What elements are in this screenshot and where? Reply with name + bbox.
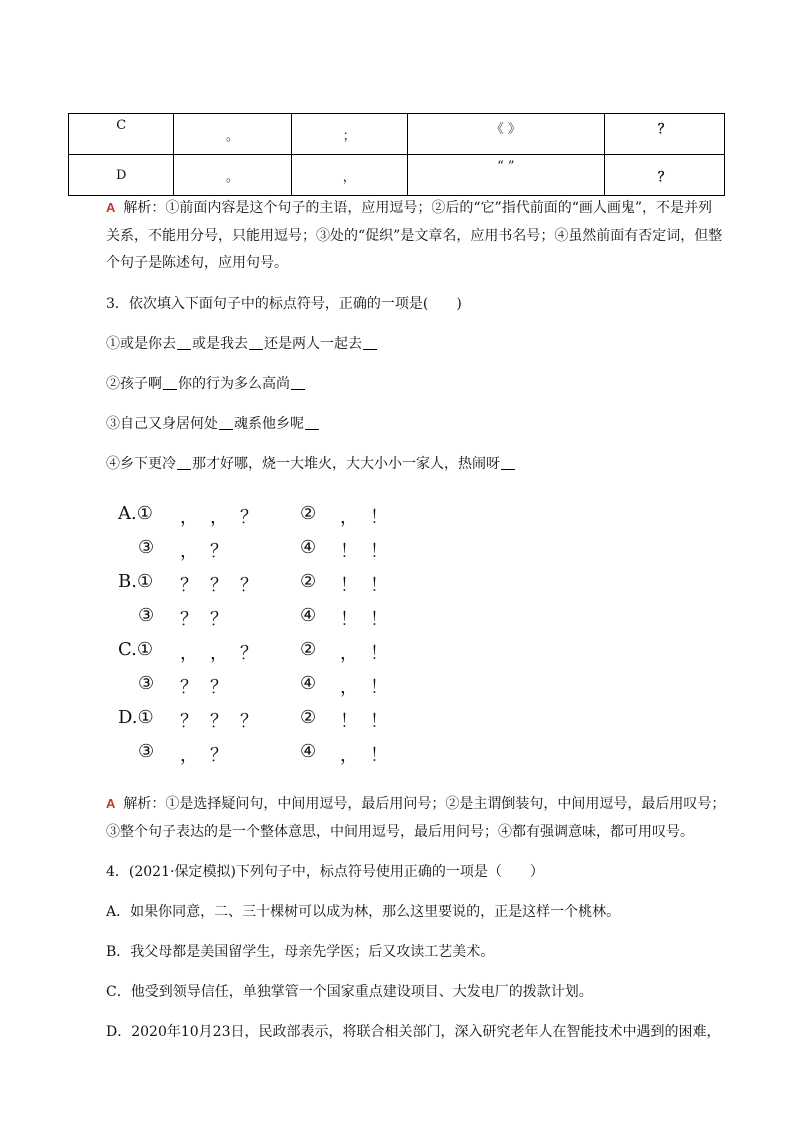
table-cell: 。 bbox=[174, 114, 291, 155]
option-label: ④ bbox=[300, 741, 317, 762]
table-cell: 。 bbox=[174, 155, 291, 196]
option-mark: ！ bbox=[370, 677, 388, 698]
table-cell: “ ” bbox=[407, 155, 604, 196]
choice-a: A．如果你同意，二、三十棵树可以成为林，那么这里要说的，正是这样一个桃林。 bbox=[106, 904, 621, 920]
option-label: C.① bbox=[118, 639, 153, 660]
analysis-paragraph bbox=[106, 790, 726, 846]
option-label: ③ bbox=[138, 537, 155, 558]
question-stem: 4．(2021·保定模拟)下列句子中，标点符号使用正确的一项是（ ） bbox=[106, 864, 544, 880]
option-label: ② bbox=[300, 639, 317, 660]
sentence-part: 你的行为多么高尚 bbox=[178, 376, 290, 392]
option-label: ④ bbox=[300, 537, 317, 558]
table-cell: ； bbox=[291, 114, 407, 155]
option-mark: ？ bbox=[240, 507, 258, 528]
option-mark: ？ bbox=[210, 745, 228, 766]
sentence-part: ④乡下更冷 bbox=[106, 456, 176, 472]
blank bbox=[291, 375, 305, 390]
analysis-text: 解析：①前面内容是这个句子的主语，应用逗号；②后的“它”指代前面的“画人画鬼”，不是并列关系，不能用分号，只能用逗号；③处的“促织”是文章名，应用书名号；④虽然前面有否定词，但整个句子是陈述句，应用句号。 bbox=[106, 200, 723, 271]
option-mark: ， bbox=[340, 745, 358, 766]
option-mark: ？ bbox=[240, 643, 258, 664]
option-mark: ！ bbox=[340, 575, 358, 596]
sentence-part: 那才好哪，烧一大堆火，大大小小一家人，热闹呀 bbox=[192, 456, 500, 472]
option-mark: ， bbox=[340, 677, 358, 698]
choice-c: C．他受到领导信任，单独掌管一个国家重点建设项目、大发电厂的拨款计划。 bbox=[106, 984, 593, 1000]
option-mark: ？ bbox=[180, 711, 198, 732]
option-mark: ？ bbox=[180, 609, 198, 630]
option-mark: ！ bbox=[370, 711, 388, 732]
answer-tag: A bbox=[106, 200, 116, 215]
option-mark: ？ bbox=[240, 711, 258, 732]
option-label: ④ bbox=[300, 673, 317, 694]
option-label: ③ bbox=[138, 741, 155, 762]
sentence-part: 还是两人一起去 bbox=[264, 336, 362, 352]
option-mark: ！ bbox=[340, 711, 358, 732]
options-table bbox=[68, 113, 725, 196]
table-cell: ， bbox=[291, 155, 407, 196]
table-cell: D bbox=[69, 155, 174, 196]
table-cell: ？ bbox=[604, 155, 724, 196]
option-mark: ！ bbox=[340, 541, 358, 562]
option-label: A.① bbox=[118, 503, 153, 524]
sentence-part: 或是我去 bbox=[192, 336, 248, 352]
option-label: ④ bbox=[300, 605, 317, 626]
blank bbox=[163, 375, 177, 390]
blank bbox=[501, 455, 515, 470]
choice-d: D．2020年10月23日，民政部表示，将联合相关部门，深入研究老年人在智能技术中遇到的困难， bbox=[106, 1024, 721, 1040]
blank bbox=[363, 335, 377, 350]
option-mark: ？ bbox=[180, 575, 198, 596]
sentence-part: ①或是你去 bbox=[106, 336, 176, 352]
blank bbox=[177, 335, 191, 350]
table-row bbox=[69, 114, 725, 155]
option-mark: ？ bbox=[210, 609, 228, 630]
option-mark: ！ bbox=[340, 609, 358, 630]
option-label: ② bbox=[300, 503, 317, 524]
option-mark: ！ bbox=[370, 575, 388, 596]
option-mark: ， bbox=[210, 643, 228, 664]
sentence-part: ②孩子啊 bbox=[106, 376, 162, 392]
option-label: B.① bbox=[118, 571, 154, 592]
option-mark: ！ bbox=[370, 541, 388, 562]
choice-b: B．我父母都是美国留学生，母亲先学医；后又攻读工艺美术。 bbox=[106, 944, 495, 960]
option-mark: ！ bbox=[370, 745, 388, 766]
analysis-paragraph bbox=[106, 194, 726, 278]
blank bbox=[305, 415, 319, 430]
option-mark: ， bbox=[180, 643, 198, 664]
sentence-part: ③自己又身居何处 bbox=[106, 416, 218, 432]
sentence-1 bbox=[106, 333, 378, 353]
option-mark: ， bbox=[180, 745, 198, 766]
option-mark: ， bbox=[340, 643, 358, 664]
sentence-4 bbox=[106, 453, 516, 473]
option-mark: ？ bbox=[210, 575, 228, 596]
sentence-2 bbox=[106, 373, 306, 393]
analysis-text: 解析：①是选择疑问句，中间用逗号，最后用问号；②是主谓倒装句，中间用逗号，最后用叹号；③整个句子表达的是一个整体意思，中间用逗号，最后用问号；④都有强调意味，都可用叹号。 bbox=[106, 796, 726, 840]
option-label: ② bbox=[300, 707, 317, 728]
table-cell: 《 》 bbox=[407, 114, 604, 155]
blank bbox=[219, 415, 233, 430]
question-stem: 3．依次填入下面句子中的标点符号，正确的一项是( ) bbox=[106, 296, 462, 312]
sentence-part: 魂系他乡呢 bbox=[234, 416, 304, 432]
option-mark: ！ bbox=[370, 507, 388, 528]
table-cell: ？ bbox=[604, 114, 724, 155]
option-mark: ？ bbox=[180, 677, 198, 698]
blank bbox=[249, 335, 263, 350]
table-row bbox=[69, 155, 725, 196]
option-label: D.① bbox=[118, 707, 154, 728]
blank bbox=[177, 455, 191, 470]
option-mark: ， bbox=[210, 507, 228, 528]
option-mark: ！ bbox=[370, 609, 388, 630]
option-label: ③ bbox=[138, 605, 155, 626]
option-label: ② bbox=[300, 571, 317, 592]
sentence-3 bbox=[106, 413, 320, 433]
option-label: ③ bbox=[138, 673, 155, 694]
option-mark: ， bbox=[180, 507, 198, 528]
option-mark: ？ bbox=[210, 677, 228, 698]
option-mark: ！ bbox=[370, 643, 388, 664]
option-mark: ？ bbox=[210, 541, 228, 562]
option-mark: ？ bbox=[210, 711, 228, 732]
option-mark: ？ bbox=[240, 575, 258, 596]
table-cell: C bbox=[69, 114, 174, 155]
option-mark: ， bbox=[340, 507, 358, 528]
answer-tag: A bbox=[106, 796, 116, 811]
option-mark: ， bbox=[180, 541, 198, 562]
